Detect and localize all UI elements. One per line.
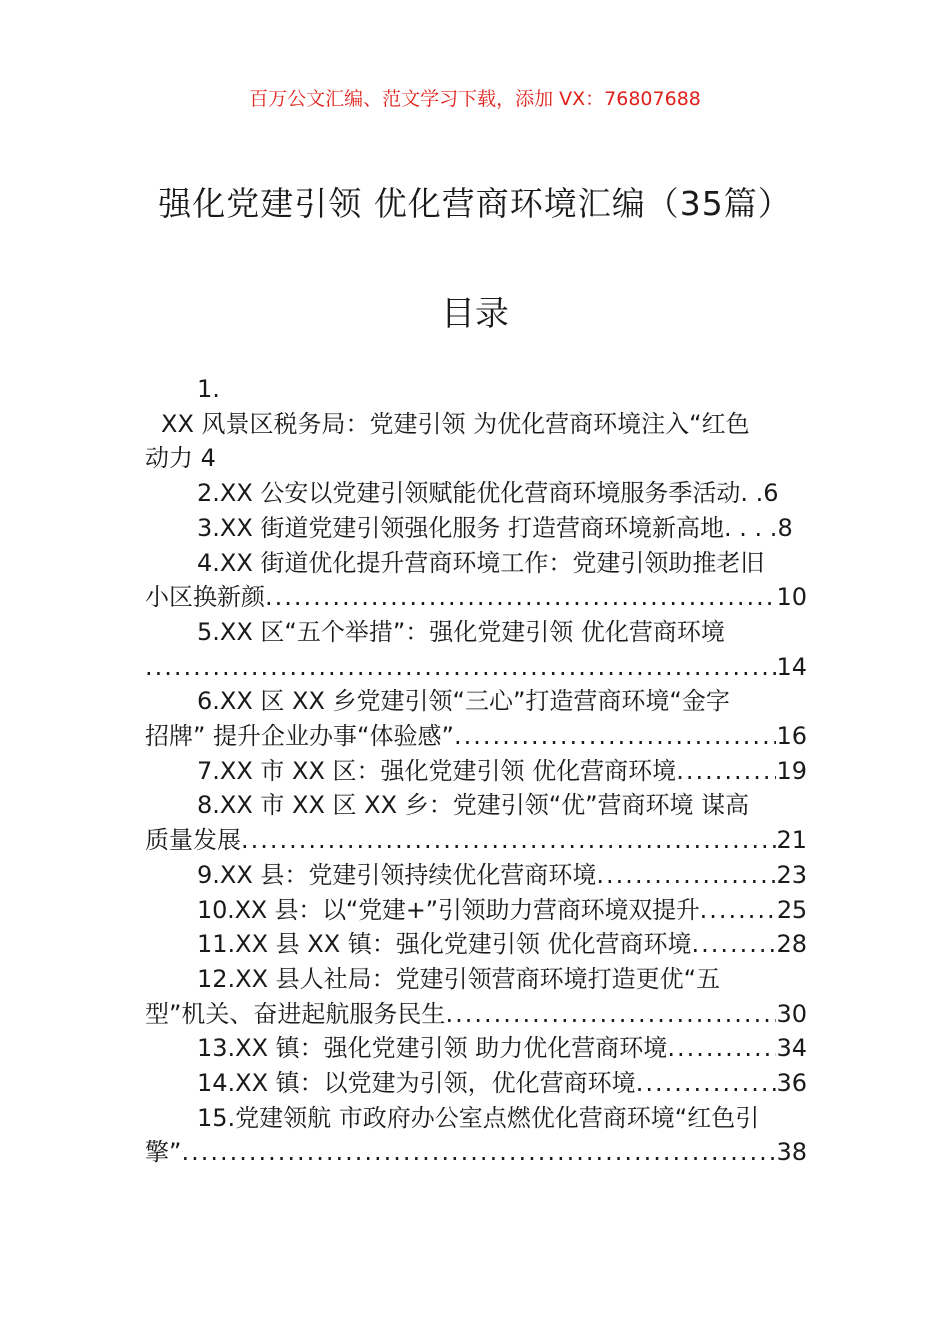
toc-entry-text: 型”机关、奋进起航服务民生 [145, 999, 446, 1028]
dot-leader [667, 1031, 776, 1066]
toc-entry-page: 34 [776, 1034, 807, 1063]
document-title: 强化党建引领 优化营商环境汇编（35篇） [158, 184, 792, 223]
dot-leader [241, 823, 776, 858]
toc-entry-page: 14 [776, 652, 807, 681]
toc-entry-2[interactable] [145, 476, 807, 511]
toc-entry-text: 7.XX 市 XX 区：强化党建引领 优化营商环境 [197, 756, 677, 785]
toc-entry-text: 质量发展 [145, 826, 241, 855]
dot-leader [181, 1135, 776, 1170]
toc-entry-page: 21 [776, 826, 807, 855]
dot-leader [265, 580, 776, 615]
toc-entry-number: 1. [197, 375, 220, 403]
dot-leader [700, 893, 777, 928]
toc-entry-12[interactable] [145, 962, 807, 1031]
toc-entry-page: 30 [776, 999, 807, 1028]
toc-entry-page: 23 [776, 860, 807, 889]
download-banner: 百万公文汇编、范文学习下载，添加 VX：76807688 [249, 88, 701, 110]
toc-entry-text: 14.XX 镇：以党建为引领，优化营商环境 [197, 1069, 636, 1098]
toc-entry-5[interactable] [145, 615, 807, 684]
toc-entry-page: 10 [776, 583, 807, 612]
dot-leader [454, 719, 777, 754]
toc-entry-4[interactable] [145, 546, 807, 615]
toc-entry-text: 13.XX 镇：强化党建引领 助力优化营商环境 [197, 1034, 668, 1063]
toc-entry-page: 4 [200, 444, 216, 473]
toc-entry-7[interactable] [145, 754, 807, 789]
toc-entry-3[interactable] [145, 511, 807, 546]
toc-entry-text: 8.XX 市 XX 区 XX 乡：党建引领“优”营商环境 谋高 [197, 791, 750, 820]
toc-entry-6[interactable] [145, 684, 807, 753]
toc-entry-page: 19 [776, 756, 807, 785]
toc-entry-text: 12.XX 县人社局：党建引领营商环境打造更优“五 [197, 964, 721, 993]
toc-entry-text: 动力 [145, 444, 193, 473]
dot-leader [676, 754, 776, 789]
toc-entry-text: 小区换新颜 [145, 583, 265, 612]
table-of-contents [145, 372, 807, 1170]
toc-entry-8[interactable] [145, 788, 807, 857]
dot-leader [445, 997, 776, 1032]
toc-entry-text: 3.XX 街道党建引领强化服务 打造营商环境新高地. . . .8 [197, 513, 793, 542]
toc-entry-text: 擎” [145, 1138, 182, 1167]
toc-entry-11[interactable] [145, 927, 807, 962]
toc-entry-page: 25 [776, 895, 807, 924]
dot-leader [691, 927, 776, 962]
toc-entry-page: 28 [776, 930, 807, 959]
toc-entry-10[interactable] [145, 893, 807, 928]
toc-heading: 目录 [441, 294, 509, 334]
toc-entry-text: 15.党建领航 市政府办公室点燃优化营商环境“红色引 [197, 1103, 760, 1132]
toc-entry-text: 9.XX 县：党建引领持续优化营商环境 [197, 860, 597, 889]
dot-leader [636, 1066, 777, 1101]
toc-entry-page: 36 [776, 1069, 807, 1098]
toc-entry-15[interactable] [145, 1101, 807, 1170]
toc-entry-14[interactable] [145, 1066, 807, 1101]
toc-entry-text: 招牌” 提升企业办事“体验感” [145, 722, 454, 751]
toc-entry-1[interactable] [145, 372, 807, 476]
toc-entry-text: 10.XX 县：以“党建+”引领助力营商环境双提升 [197, 895, 700, 924]
toc-entry-text: 6.XX 区 XX 乡党建引领“三心”打造营商环境“金字 [197, 687, 730, 716]
toc-entry-page: 16 [776, 722, 807, 751]
toc-entry-text: 4.XX 街道优化提升营商环境工作：党建引领助推老旧 [197, 548, 765, 577]
toc-entry-text: 2.XX 公安以党建引领赋能优化营商环境服务季活动. .6 [197, 479, 779, 508]
toc-entry-text: XX 风景区税务局：党建引领 为优化营商环境注入“红色 [161, 409, 750, 438]
toc-entry-text: 11.XX 县 XX 镇：强化党建引领 优化营商环境 [197, 930, 692, 959]
toc-entry-page: 38 [776, 1138, 807, 1167]
toc-entry-text: 5.XX 区“五个举措”：强化党建引领 优化营商环境 [197, 617, 725, 646]
toc-entry-13[interactable] [145, 1031, 807, 1066]
toc-entry-9[interactable] [145, 858, 807, 893]
dot-leader [145, 650, 776, 685]
dot-leader [596, 858, 776, 893]
